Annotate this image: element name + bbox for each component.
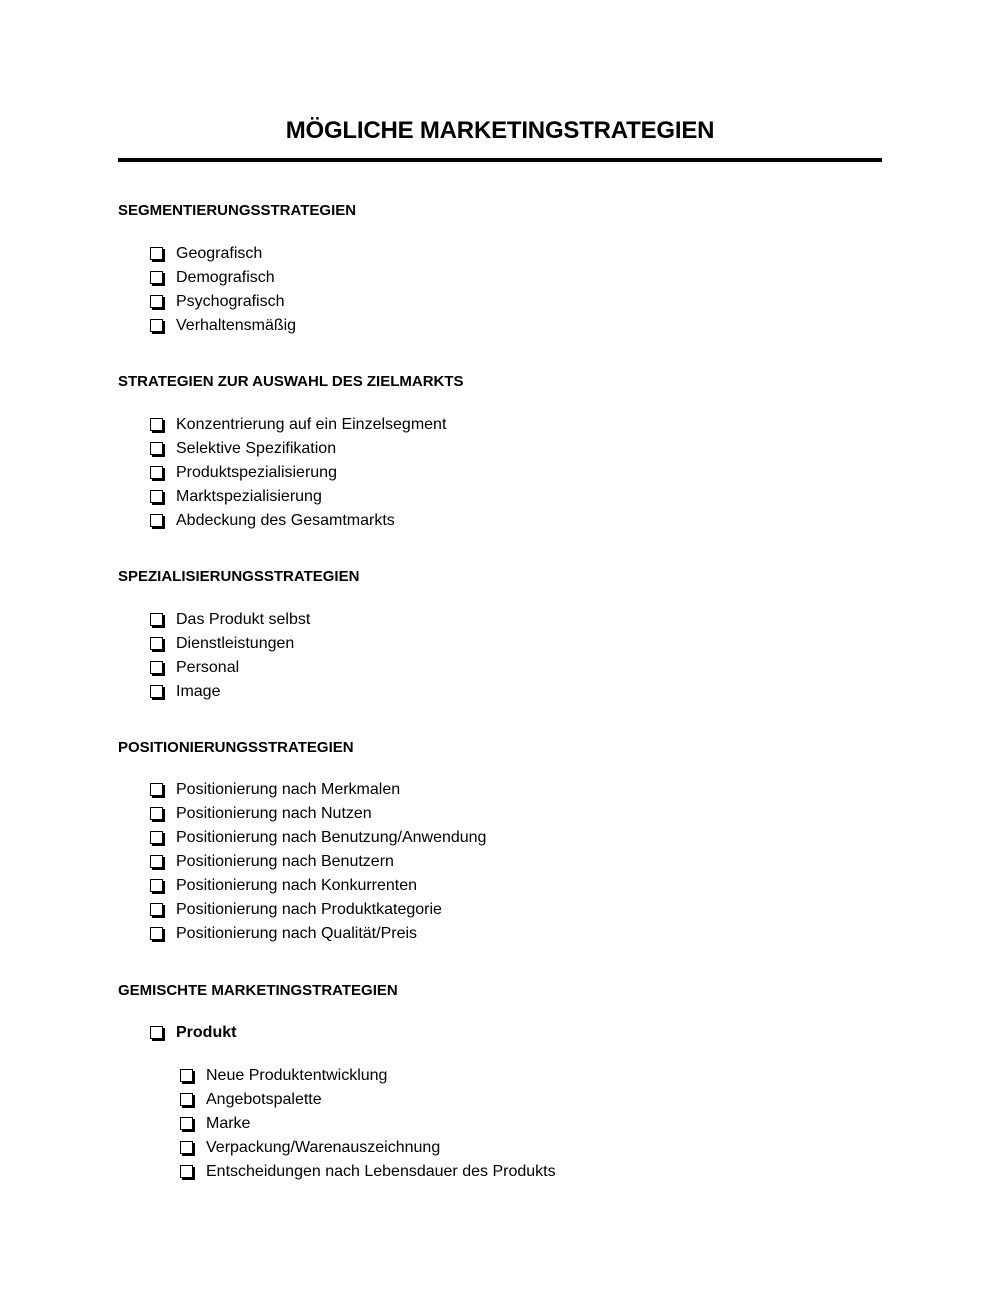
checklist-item[interactable] <box>148 898 442 922</box>
checklist-item[interactable] <box>148 485 322 509</box>
item-label: Positionierung nach Benutzern <box>176 853 394 870</box>
item-label: Verpackung/Warenauszeichnung <box>206 1139 441 1156</box>
title-divider <box>118 158 882 162</box>
checklist-item[interactable] <box>148 802 372 826</box>
checkbox-icon[interactable] <box>150 1026 163 1039</box>
section-heading-positionierung: POSITIONIERUNGSSTRATEGIEN <box>118 739 354 756</box>
item-label: Positionierung nach Benutzung/Anwendung <box>176 829 487 846</box>
item-label: Marke <box>206 1115 251 1132</box>
checkbox-icon[interactable] <box>150 855 163 868</box>
checkbox-icon[interactable] <box>150 831 163 844</box>
item-label: Demografisch <box>176 269 275 286</box>
item-label: Konzentrierung auf ein Einzelsegment <box>176 416 447 433</box>
checklist-item[interactable] <box>148 242 262 266</box>
checkbox-icon[interactable] <box>150 879 163 892</box>
checkbox-icon[interactable] <box>150 613 163 626</box>
checkbox-icon[interactable] <box>150 685 163 698</box>
checklist-subitem[interactable] <box>178 1136 440 1160</box>
checklist-subitem[interactable] <box>178 1160 556 1184</box>
item-label: Produkt <box>176 1024 237 1041</box>
checkbox-icon[interactable] <box>150 490 163 503</box>
checklist-item[interactable] <box>148 656 239 680</box>
checklist-subitem[interactable] <box>178 1064 387 1088</box>
checklist-item[interactable] <box>148 874 417 898</box>
item-label: Image <box>176 683 221 700</box>
checkbox-icon[interactable] <box>150 661 163 674</box>
item-label: Marktspezialisierung <box>176 488 322 505</box>
checklist-item[interactable] <box>148 413 446 437</box>
section-heading-spezialisierung: SPEZIALISIERUNGSSTRATEGIEN <box>118 568 360 585</box>
checklist-subitem[interactable] <box>178 1112 250 1136</box>
checkbox-icon[interactable] <box>180 1141 193 1154</box>
item-label: Dienstleistungen <box>176 635 295 652</box>
checkbox-icon[interactable] <box>150 637 163 650</box>
checklist-item[interactable] <box>148 290 285 314</box>
checkbox-icon[interactable] <box>150 807 163 820</box>
section-heading-zielmarkt: STRATEGIEN ZUR AUSWAHL DES ZIELMARKTS <box>118 373 464 390</box>
checklist-item[interactable] <box>148 778 400 802</box>
checkbox-icon[interactable] <box>150 466 163 479</box>
checkbox-icon[interactable] <box>150 514 163 527</box>
checkbox-icon[interactable] <box>150 418 163 431</box>
item-label: Positionierung nach Produktkategorie <box>176 901 442 918</box>
checkbox-icon[interactable] <box>180 1093 193 1106</box>
section-heading-gemischte: GEMISCHTE MARKETINGSTRATEGIEN <box>118 982 398 999</box>
item-label: Das Produkt selbst <box>176 611 311 628</box>
item-label: Geografisch <box>176 245 263 262</box>
checklist-item[interactable] <box>148 461 337 485</box>
page-title: MÖGLICHE MARKETINGSTRATEGIEN <box>285 117 715 144</box>
item-label: Positionierung nach Qualität/Preis <box>176 925 418 942</box>
item-label: Selektive Spezifikation <box>176 440 337 457</box>
checklist-item[interactable] <box>148 314 296 338</box>
checkbox-icon[interactable] <box>180 1069 193 1082</box>
checklist-item[interactable] <box>148 632 294 656</box>
checkbox-icon[interactable] <box>180 1117 193 1130</box>
checklist-item[interactable] <box>148 922 417 946</box>
checklist-item[interactable] <box>148 608 310 632</box>
checkbox-icon[interactable] <box>150 271 163 284</box>
item-label: Personal <box>176 659 240 676</box>
checkbox-icon[interactable] <box>150 247 163 260</box>
item-label: Entscheidungen nach Lebensdauer des Produkts <box>206 1163 556 1180</box>
item-label: Psychografisch <box>176 293 285 310</box>
checklist-subitem[interactable] <box>178 1088 322 1112</box>
checklist-item[interactable] <box>148 850 394 874</box>
checkbox-icon[interactable] <box>150 903 163 916</box>
checkbox-icon[interactable] <box>150 442 163 455</box>
checklist-item[interactable] <box>148 680 220 704</box>
checklist-item[interactable] <box>148 266 275 290</box>
item-label: Positionierung nach Merkmalen <box>176 781 401 798</box>
checkbox-icon[interactable] <box>150 295 163 308</box>
item-label: Neue Produktentwicklung <box>206 1067 388 1084</box>
checkbox-icon[interactable] <box>180 1165 193 1178</box>
checkbox-icon[interactable] <box>150 927 163 940</box>
checklist-item[interactable] <box>148 437 336 461</box>
item-label: Abdeckung des Gesamtmarkts <box>176 512 395 529</box>
item-label: Produktspezialisierung <box>176 464 337 481</box>
item-label: Angebotspalette <box>206 1091 322 1108</box>
section-heading-segmentierung: SEGMENTIERUNGSSTRATEGIEN <box>118 202 357 219</box>
checklist-item[interactable] <box>148 826 486 850</box>
item-label: Positionierung nach Nutzen <box>176 805 372 822</box>
item-label: Positionierung nach Konkurrenten <box>176 877 418 894</box>
checkbox-icon[interactable] <box>150 319 163 332</box>
item-label: Verhaltensmäßig <box>176 317 297 334</box>
checkbox-icon[interactable] <box>150 783 163 796</box>
checklist-item[interactable] <box>148 509 395 533</box>
checklist-item-produkt[interactable] <box>148 1021 236 1045</box>
